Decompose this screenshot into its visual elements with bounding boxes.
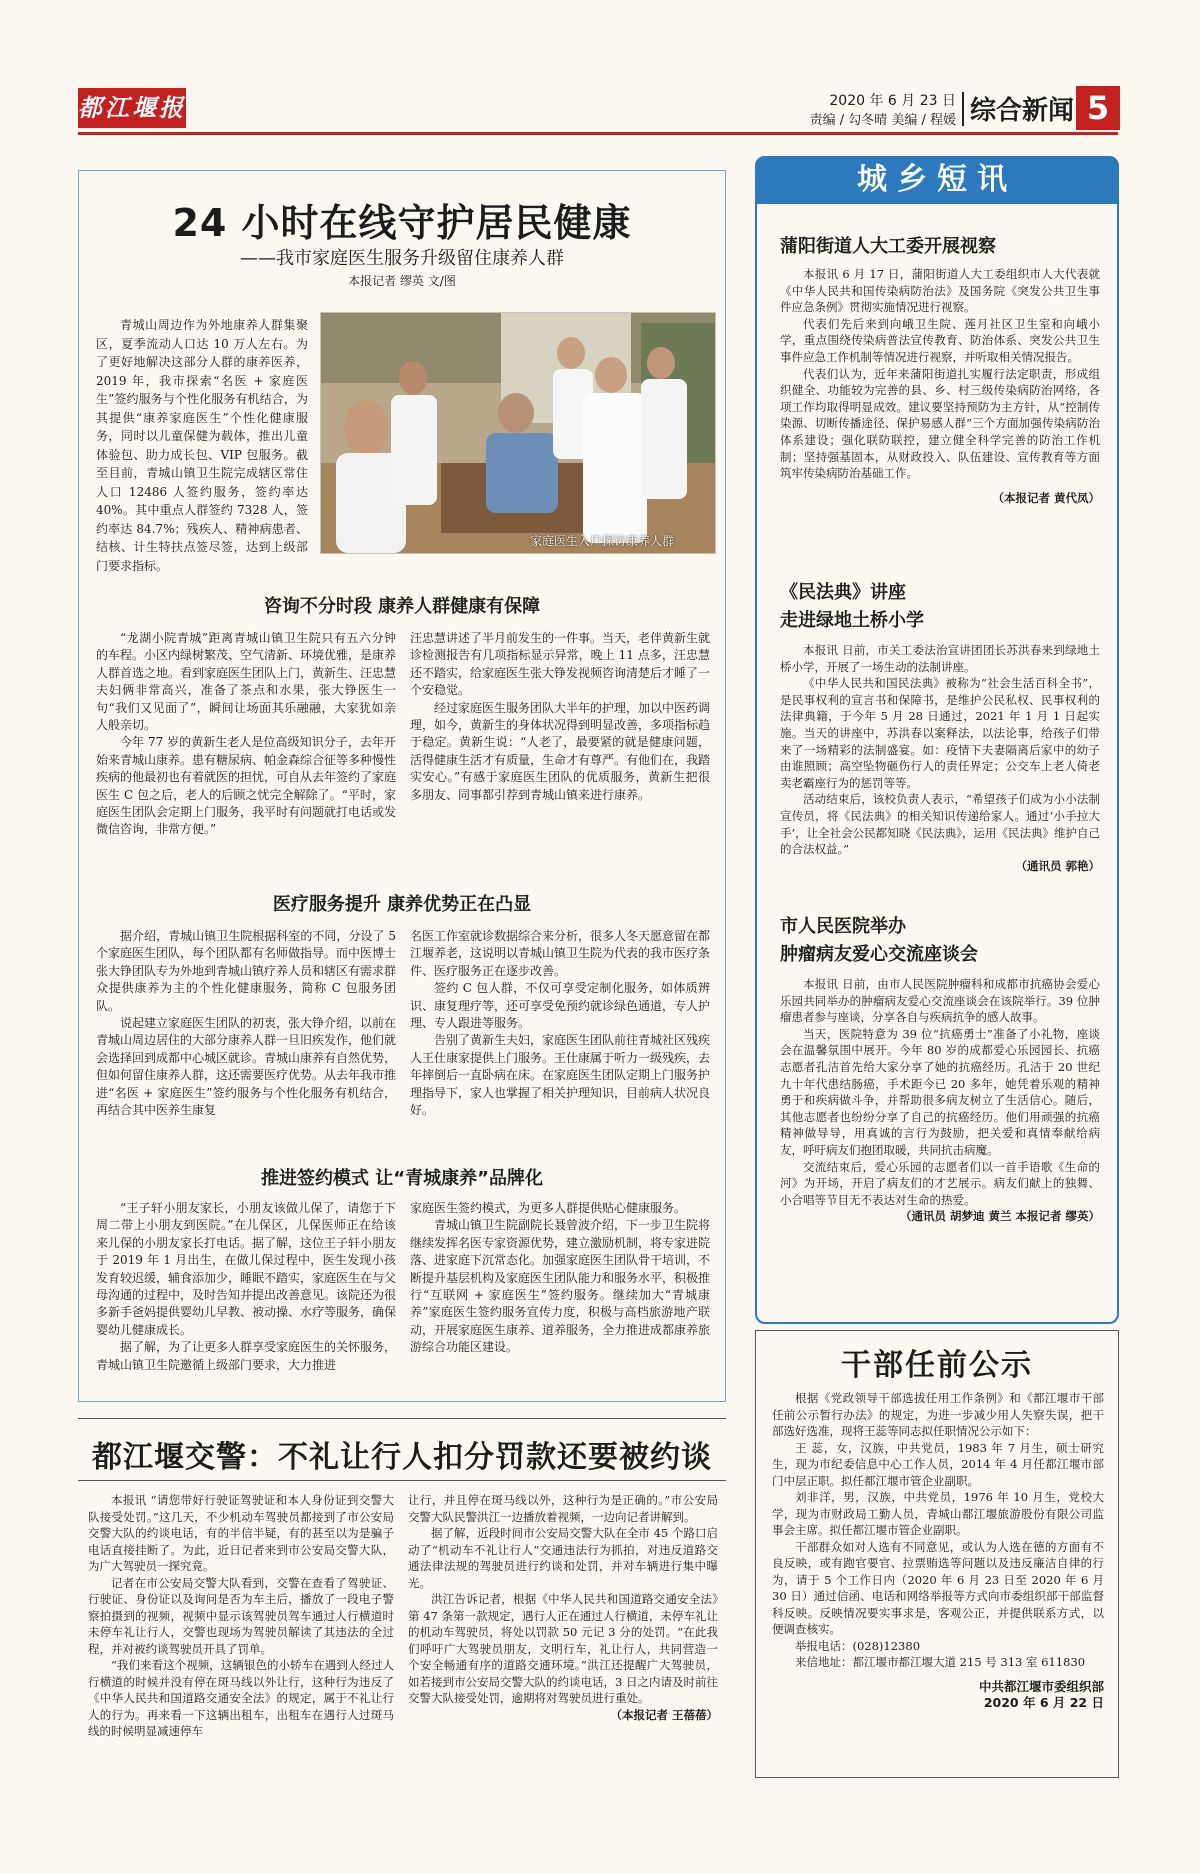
paragraph: 干部群众如对人选有不同意见，或认为人选在德的方面有不良反映，或有跑官要官、拉票贿选等问题以及违反廉洁自律的行为，请于 5 个工作日内（2020 年 6 月 23 日至 2020 年 6 月 30 日）通过信函、电话和网络举报等方式向市委组织部干部监督科反映。反映情况要实事求是，客观公正，并提供联系方式，以便调查核实。	[772, 1539, 1104, 1636]
paragraph: “龙湖小院青城”距离青城山镇卫生院只有五六分钟的车程。小区内绿树繁茂、空气清新、环境优雅，是康养人群首选之地。看到家庭医生团队上门，黄新生、汪忠慧夫妇俩非常高兴，准备了茶点和水果，张大铮医生一句“我们又见面了”，瞬间让场面其乐融融，大家犹如亲人般亲切。	[96, 631, 397, 733]
paragraph: 告别了黄新生夫妇，家庭医生团队前往青城社区残疾人王仕康家提供上门服务。王仕康属于听力一级残疾，去年摔倒后一直卧病在床。在家庭医生团队定期上门服务护理指导下，家人也掌握了相关护理知识，目前病人状况良好。	[410, 1033, 711, 1118]
paragraph: 根据《党政领导干部选拔任用工作条例》和《都江堰市干部任前公示暂行办法》的规定，为进一步减少用人失察失误，把干部选好选准，现将王蕊等同志拟任职情况公示如下：	[772, 1391, 1104, 1438]
paragraph: 记者在市公安局交警大队看到，交警在查看了驾驶证、行驶证、身份证以及询问是否为车主后，播放了一段电子警察拍摄到的视频，视频中显示该驾驶员驾车通过人行横道时未停车礼让行人，交警也现场为驾驶员解读了其违法的全过程，并对被约谈驾驶员开具了罚单。	[88, 1575, 394, 1656]
divider	[78, 1480, 726, 1481]
paragraph: 今年 77 岁的黄新生老人是位高级知识分子，去年开始来青城山康养。患有糖尿病、帕金森综合征等多种慢性疾病的他最初也有着就医的担忧，可自从去年签约了家庭医生 C 包之后，老人的后顾之忧完全解除了。“平时，家庭医生团队会定期上门服务，我平时有问题就打电话或发微信咨询，非常方便。”	[96, 735, 397, 837]
section-1-right-column	[410, 630, 710, 804]
paragraph: 本报讯 日前，由市人民医院肿瘤科和成都市抗癌协会爱心乐园共同举办的肿瘤病友爱心交流座谈会在该院举行。39 位肿瘤患者参与座谈，分享各自与疾病抗争的感人故事。	[780, 977, 1100, 1025]
masthead-logo: 都江堰报	[78, 88, 186, 128]
paragraph: 来信地址：都江堰市都江堰大道 215 号 313 室 611830	[795, 1655, 1086, 1669]
section-3-right-column	[410, 1200, 710, 1357]
paragraph: 《中华人民共和国民法典》被称为“社会生活百科全书”，是民事权利的宣言书和保障书，是维护公民私权、民事权利的法律典籍，于今年 5 月 28 日通过，2021 年 1 月 1 日起实施。当天的讲座中，苏洪春以案释法，以法论事，给孩子们带来了一场精彩的法制盛宴。如：疫情下夫妻隔离后家中的幼子由谁照顾；高空坠物砸伤行人的责任界定；公交车上老人倚老卖老霸座行为的惩罚等等。	[780, 676, 1100, 790]
brief-2-title-line-1: 《民法典》讲座	[780, 582, 906, 603]
brief-3-body	[780, 976, 1100, 1225]
paragraph: “王子轩小朋友家长，小朋友该做儿保了，请您于下周二带上小朋友到医院。”在儿保区，儿保医师正在给该来儿保的小朋友家长打电话。据了解，这位王子轩小朋友于 2019 年 1 月出生，在做儿保过程中，医生发现小孩发育较迟缓，辅食添加少，睡眠不踏实，家庭医生在与父母沟通的过程中，及时告知并提出改善意见。该院还为很多新手爸妈提供婴幼儿早教、被动操、水疗等服务，确保婴幼儿健康成长。	[96, 1201, 397, 1337]
brief-1-title: 蒲阳街道人大工委开展视察	[780, 236, 996, 257]
paragraph: 经过家庭医生服务团队大半年的护理，加以中医药调理，如今，黄新生的身体状况得到明显改善，多项指标趋于稳定。黄新生说：“人老了，最要紧的就是健康问题，活得健康生活才有质量，生命才有尊严。有他们在，我踏实安心。”有感于家庭医生团队的优质服务，黄新生把很多朋友、同事都引荐到青城山镇来进行康养。	[410, 700, 711, 802]
paragraph: 家庭医生签约模式，为更多人群提供贴心健康服务。	[410, 1201, 687, 1215]
main-lead-paragraph: 青城山周边作为外地康养人群集聚区，夏季流动人口达 10 万人左右。为了更好地解决这部分人群的康养医养，2019 年，我市探索“名医 + 家庭医生”签约服务与个性化服务有机结合，为其提供“康养家庭医生”个性化健康服务，同时以儿童保健为载体，推出儿童体验包、助力成长包、VIP 包服务。截至目前，青城山镇卫生院完成辖区常住人口 12486 人签约服务，签约率达 40%。其中重点人群签约 7328 人，签约率达 84.7%；残疾人、精神病患者、结核、计生特扶点签尽签，达到上级部门要求指标。	[96, 318, 308, 573]
header-rule	[78, 132, 1118, 135]
traffic-left-column	[88, 1492, 394, 1740]
paragraph: 据了解，为了让更多人群享受家庭医生的关怀服务，青城山镇卫生院邀循上级部门要求，大力推进	[96, 1340, 397, 1372]
issue-date: 2020 年 6 月 23 日	[829, 93, 956, 109]
paragraph: 汪忠慧讲述了半月前发生的一件事。当天，老伴黄新生就诊检测报告有几项指标显示异常，晚上 11 点多，汪忠慧还不踏实，给家庭医生张大铮发视频咨询清楚后才睡了一个安稳觉。	[410, 631, 711, 698]
main-headline: 24 小时在线守护居民健康	[172, 201, 632, 245]
paragraph: 当天，医院特意为 39 位“抗癌勇士”准备了小礼物，座谈会在温馨氛围中展开。今年 80 岁的成都爱心乐园园长、抗癌志愿者孔洁首先给大家分享了她的抗癌经历。孔洁于 20 世纪九十年代患结肠癌，手术距今已 20 多年，她凭着乐观的精神勇于和疾病做斗争，并帮助很多病友树立了生活信心。随后，其他志愿者也纷纷分享了自己的抗癌经历。他们用顽强的抗癌精神做导导，用真诚的言行为鼓励，把关爱和真情奉献给病友，呼吁病友们抱团取暖，共同抗击病魔。	[780, 1026, 1100, 1157]
divider	[78, 1418, 726, 1419]
paragraph: 刘非洋，男，汉族，中共党员，1976 年 10 月生，党校大学，现为市财政局工勤人员，青城山都江堰旅游股份有限公司监事会主席。拟任都江堰市管企业副职。	[772, 1490, 1104, 1537]
notice-date: 2020 年 6 月 22 日	[983, 1695, 1104, 1710]
header-divider	[962, 92, 964, 126]
paragraph: 名医工作室就诊数据综合来分析，很多人冬天愿意留在都江堰养老，这说明以青城山镇卫生院为代表的我市医疗条件、医疗服务正在逐步改善。	[410, 929, 711, 978]
brief-3-title-line-1: 市人民医院举办	[780, 916, 906, 937]
brief-3-signature: （通讯员 胡梦迪 黄兰 本报记者 缪英）	[899, 1209, 1100, 1224]
paragraph: 据了解，近段时间市公安局交警大队在全市 45 个路口启动了“机动车不礼让行人”交通违法行为抓拍，对违反道路交通法律法规的驾驶员进行约谈和处罚，并对车辆进行集中曝光。	[408, 1526, 718, 1590]
paragraph: 举报电话：(028)12380	[795, 1638, 921, 1653]
paragraph: “我们来看这个视频，这辆银色的小轿车在遇到人经过人行横道的时候并没有停在斑马线以外让行，这种行为违反了《中华人民共和国道路交通安全法》的规定，属于不礼让行人的行为。再来看一下这辆出租车，出租车在遇行人过斑马线的时候明显减速停车	[88, 1658, 394, 1738]
notice-organization: 中共都江堰市委组织部	[978, 1678, 1104, 1694]
paragraph: 说起建立家庭医生团队的初衷，张大铮介绍，以前在青城山周边居住的大部分康养人群一旦旧疾发作，他们就会选择回到成都中心城区就诊。青城山康养有自然优势，但如何留住康养人群，这还需要医疗优势。从去年我市推进“名医 + 家庭医生”签约服务与个性化服务有机结合，再结合其中医养生康复	[96, 1016, 397, 1118]
photo-caption: 家庭医生入户探访康养人群	[530, 534, 675, 548]
page-number: 5	[1076, 86, 1120, 130]
traffic-headline: 都江堰交警：不礼让行人扣分罚款还要被约谈	[92, 1440, 712, 1475]
brief-1-signature: （本报记者 黄代凤）	[992, 490, 1100, 505]
section-2-right-column	[410, 928, 710, 1119]
paragraph: 本报讯 “请您带好行驶证驾驶证和本人身份证到交警大队接受处罚。”这几天，不少机动车驾驶员都接到了市公安局交警大队的约谈电话，有的半信半疑，有的甚至以为是骗子电话直接挂断了。为此，近日记者来到市公安局交警大队，为广大驾驶员一探究竟。	[88, 1493, 394, 1573]
paragraph: 交流结束后，爱心乐园的志愿者们以一首手语歌《生命的河》为开场，开启了病友们的才艺展示。病友们献上的独舞、小合唱等节目无不表达对生命的热爱。	[780, 1159, 1100, 1207]
brief-3-title-line-2: 肿瘤病友爱心交流座谈会	[780, 944, 978, 965]
section-heading-2: 医疗服务提升 康养优势正在凸显	[272, 894, 532, 915]
brief-2-body	[780, 642, 1100, 874]
section-3-left-column	[96, 1200, 396, 1374]
traffic-right-column	[408, 1492, 718, 1723]
paragraph: 本报讯 6 月 17 日，蒲阳街道人大工委组织市人大代表就《中华人民共和国传染病防治法》及国务院《突发公共卫生事件应急条例》贯彻实施情况进行视察。	[780, 267, 1100, 315]
brief-1-body	[780, 266, 1100, 506]
traffic-signature: （本报记者 王蓓蓓）	[610, 1707, 718, 1722]
paragraph: 洪江告诉记者，根据《中华人民共和国道路交通安全法》第 47 条第一款规定，遇行人正在通过人行横道，未停车礼让的机动车驾驶员，将处以罚款 50 元记 3 分的处罚。“在此我们呼吁广大驾驶员朋友，文明行车，礼让行人，共同营造一个安全畅通有序的道路交通环境。”洪江还提醒广大驾驶员，如若接到市公安局交警大队的约谈电话，3 日之内请及时前往交警大队接受处罚，逾期将对驾驶员进行重处。	[408, 1592, 718, 1705]
paragraph: 代表们认为，近年来蒲阳街道扎实履行法定职责，形成组织健全、功能较为完善的县、乡、村三级传染病防治网络，各项工作均取得明显成效。建议要坚持预防为主方针，从“控制传染源、切断传播途径、保护易感人群”三个方面加强传染病防治体系建设；强化联防联控，建立健全科学完善的防治工作机制；坚持强基固本，从财政投入、队伍建设、宣传教育等方面筑牢传染病防治基础工作。	[780, 366, 1100, 481]
brief-2-signature: （通讯员 郭艳）	[1015, 858, 1100, 873]
article-photo	[320, 312, 716, 554]
paragraph: 王 蕊，女，汉族，中共党员，1983 年 7 月生，硕士研究生，现为市纪委信息中心工作人员，2014 年 4 月任都江堰市部门中层正职。拟任都江堰市管企业副职。	[772, 1440, 1104, 1488]
section-heading-3: 推进签约模式 让“青城康养”品牌化	[261, 1168, 543, 1189]
section-heading-1: 咨询不分时段 康养人群健康有保障	[263, 596, 541, 617]
paragraph: 活动结束后，该校负责人表示，“希望孩子们成为小小法制宣传员，将《民法典》的相关知识传递给家人。通过‘小手拉大手’，让全社会公民都知晓《民法典》，运用《民法典》维护自己的合法权益。”	[780, 792, 1100, 857]
brief-2-title-line-2: 走进绿地土桥小学	[780, 610, 924, 631]
paragraph: 代表们先后来到向峨卫生院、莲月社区卫生室和向峨小学，重点围绕传染病普法宣传教育、防治体系、突发公共卫生事件应急工作机制等情况进行视察，并听取相关情况报告。	[780, 316, 1100, 364]
paragraph: 本报讯 日前，市关工委法治宣讲团团长苏洪春来到绿地土桥小学，开展了一场生动的法制讲座。	[780, 643, 1100, 674]
paragraph: 青城山镇卫生院副院长聂曾波介绍，下一步卫生院将继续发挥名医专家资源优势，建立激励机制，将专家进院落、进家庭下沉常态化。加强家庭医生团队骨干培训，不断提升基层机构及家庭医生团队能力和服务水平，积极推行“互联网 + 家庭医生”签约服务。继续加大“青城康养”家庭医生签约服务宣传力度，积极与高档旅游地产联动，开展家庭医生康养、道养服务，全力推进成都康养旅游综合功能区建设。	[410, 1218, 711, 1355]
notice-body	[772, 1390, 1104, 1712]
main-subheadline: ——我市家庭医生服务升级留住康养人群	[240, 248, 564, 269]
section-name: 综合新闻	[970, 96, 1075, 126]
briefs-title: 城乡短讯	[857, 162, 1017, 197]
main-byline: 本报记者 缪英 文/图	[348, 274, 456, 288]
section-2-left-column	[96, 928, 396, 1119]
paragraph: 让行，并且停在斑马线以外，这种行为是正确的。”市公安局交警大队民警洪江一边播放着视频，一边向记者讲解到。	[408, 1493, 718, 1524]
paragraph: 据介绍，青城山镇卫生院根据科室的不同，分设了 5 个家庭医生团队，每个团队都有名师做指导。而中医博士张大铮团队专为外地到青城山镇疗养人员和辖区有需求群众提供康养为主的个性化健康服务，简称 C 包服务团队。	[96, 929, 397, 1013]
section-1-left-column	[96, 630, 396, 839]
paragraph: 签约 C 包人群，不仅可享受定制化服务，如体质辨识、康复理疗等，还可享受免预约就诊绿色通道，专人护理、专人跟进等服务。	[410, 981, 711, 1031]
notice-title: 干部任前公示	[841, 1348, 1033, 1383]
editor-credits: 责编 / 勾冬晴 美编 / 程媛	[809, 113, 956, 128]
